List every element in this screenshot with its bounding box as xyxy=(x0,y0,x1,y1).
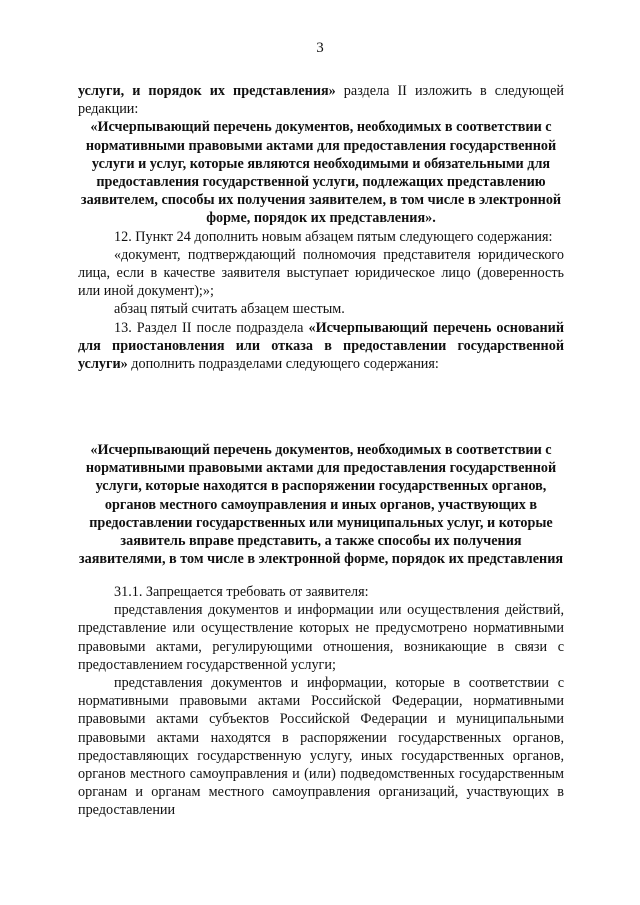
section-31-1 xyxy=(78,583,564,820)
item-13 xyxy=(78,319,564,374)
heading-1-text: «Исчерпывающий перечень документов, необходимых в соответствии с нормативными правовыми актами для предоставления государственной услуги и услуг, которые являются необходимыми и обязательными для предоставления государственной услуги, подлежащих представлению заявителем, способы их получения заявителем, в том числе в электронной форме, порядок их представления». xyxy=(80,119,562,227)
item-13-pre: 13. Раздел II после подраздела xyxy=(114,319,309,336)
sub-31-1-title: 31.1. Запрещается требовать от заявителя: xyxy=(114,584,369,600)
heading-2-text: «Исчерпывающий перечень документов, необходимых в соответствии с нормативными правовыми актами для предоставления государственной услуги, которые находятся в распоряжении государственных органов, органов местного самоуправления и иных органов, участвующих в предоставлении государственных или муниципальных услуг, и которые заявитель вправе представить, а также способы их получения заявителями, в том числе в электронной форме, порядок их представления xyxy=(78,442,564,568)
intro-rest: раздела II изложить в следующей редакции: xyxy=(78,83,564,118)
item-13-post: дополнить подразделами следующего содержания: xyxy=(127,356,439,373)
intro-bold: услуги, и порядок их представления» xyxy=(78,83,336,99)
sub-31-1-paragraph-2: представления документов и информации, которые в соответствии с нормативными правовыми актами Российской Федерации, нормативными правовыми актами субъектов Российской Федерации и муниципальными правовыми актами находятся в распоряжении государственных органов, предоставляющих государственную услугу, иных государственных органов, органов местного самоуправления и (или) подведомственных государственным органам и органам местного самоуправления организаций, участвующих в предоставлении xyxy=(78,675,564,819)
intro-paragraph xyxy=(78,82,564,118)
item-12-note: абзац пятый считать абзацем шестым. xyxy=(114,301,345,318)
item-12: 12. Пункт 24 дополнить новым абзацем пятым следующего содержания: xyxy=(114,228,553,245)
heading-2 xyxy=(78,441,564,568)
item-12-quote: «документ, подтверждающий полномочия представителя юридического лица, если в качестве заявителя выступает юридическое лицо (доверенность или иной документ);»; xyxy=(78,246,564,300)
item-13-bold: «Исчерпывающий перечень оснований для приостановления или отказа в предоставлении государственной услуги» xyxy=(78,319,565,373)
heading-1 xyxy=(78,118,564,227)
page-number: 3 xyxy=(316,40,324,56)
section-amendments xyxy=(78,82,564,373)
sub-31-1-paragraph-1: представления документов и информации или осуществления действий, представление или осуществление которых не предусмотрено нормативными правовыми актами, регулирующими отношения, возникающие в связи с предоставлением государственной услуги; xyxy=(78,602,564,673)
section-heading-2 xyxy=(78,441,564,568)
